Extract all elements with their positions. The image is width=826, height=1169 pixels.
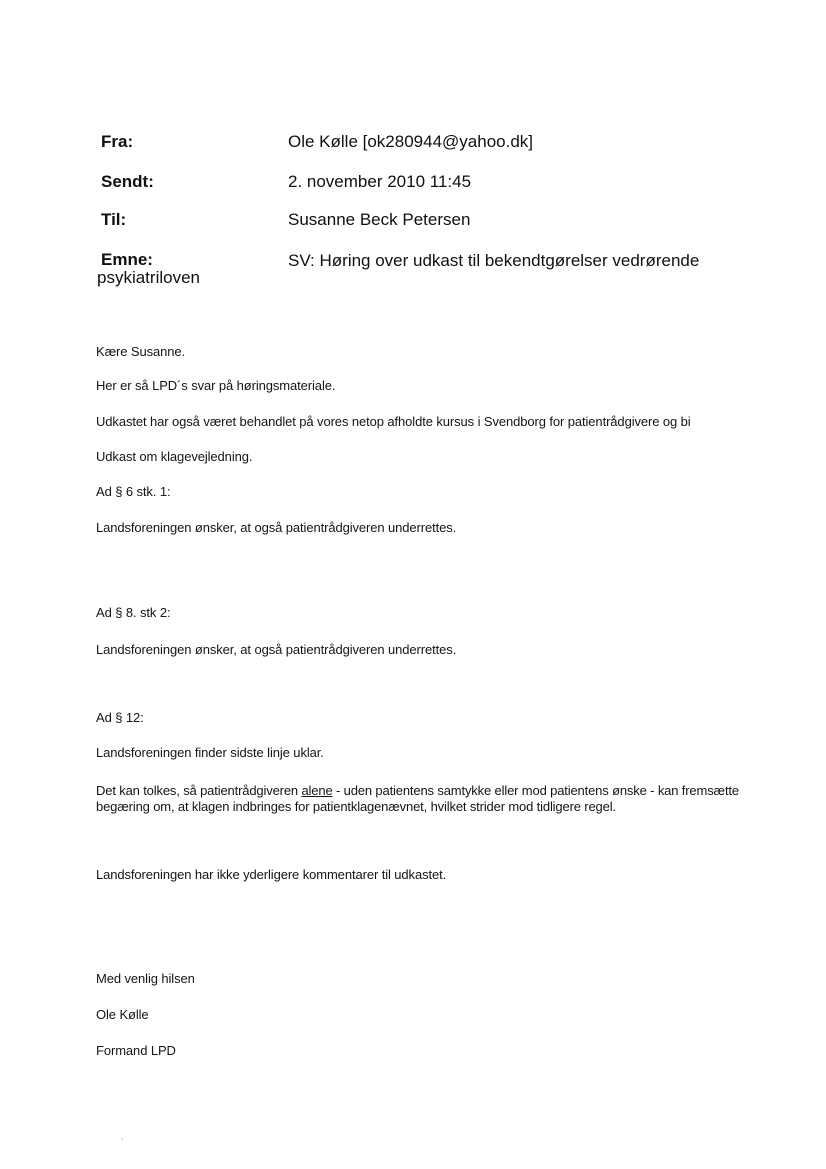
interpretation-before: Det kan tolkes, så patientrådgiveren [96,783,302,798]
scan-speck [121,1138,123,1140]
treated-line: Udkastet har også været behandlet på vores netop afholdte kursus i Svendborg for patientrådgivere og bi [96,414,691,429]
section-heading-12: Ad § 12: [96,710,144,725]
subject-continuation: psykiatriloven [97,268,200,287]
section-text-6: Landsforeningen ønsker, at også patientrådgiveren underrettes. [96,520,457,535]
signature-title: Formand LPD [96,1043,176,1058]
intro-line: Her er så LPD´s svar på høringsmateriale. [96,378,336,393]
signature-name: Ole Kølle [96,1007,149,1022]
salutation: Med venlig hilsen [96,971,195,986]
to-value: Susanne Beck Petersen [288,210,471,229]
section-text-12: Landsforeningen finder sidste linje uklar. [96,745,324,760]
closing-note: Landsforeningen har ikke yderligere kommentarer til udkastet. [96,867,447,882]
interpretation-paragraph [96,783,756,815]
sent-value: 2. november 2010 11:45 [288,172,472,191]
from-value: Ole Kølle [ok280944@yahoo.dk] [288,132,534,151]
sent-label: Sendt: [101,172,154,191]
section-text-8: Landsforeningen ønsker, at også patientrådgiveren underrettes. [96,642,457,657]
greeting: Kære Susanne. [96,344,186,359]
guidance-line: Udkast om klagevejledning. [96,449,253,464]
subject-value: SV: Høring over udkast til bekendtgørelser vedrørende [288,251,700,270]
section-heading-6: Ad § 6 stk. 1: [96,484,171,499]
subject-label: Emne: [101,250,153,269]
from-label: Fra: [101,132,134,151]
interpretation-after: - uden patientens samtykke eller mod patientens ønske - kan fremsætte begæring om, at klagen indbringes for patientklagenævnet, hvilket strider mod tidligere regel. [96,783,739,814]
to-label: Til: [101,210,127,229]
interpretation-emphasis: alene [301,783,333,798]
section-heading-8: Ad § 8. stk 2: [96,605,171,620]
